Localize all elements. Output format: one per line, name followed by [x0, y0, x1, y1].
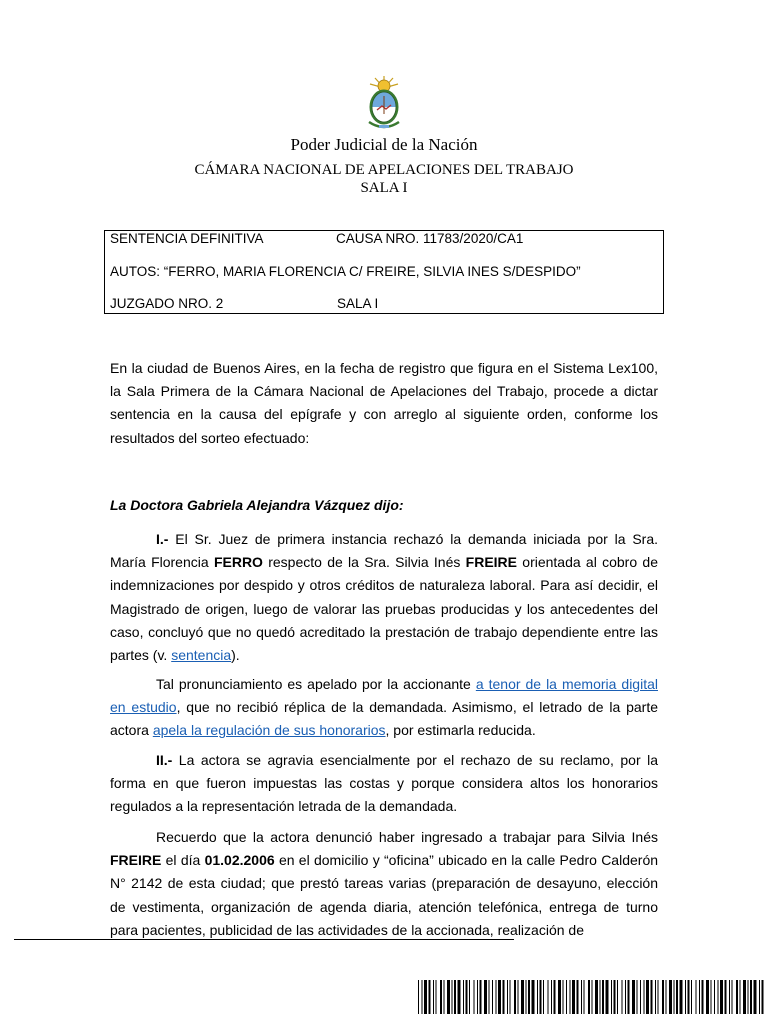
section-number: I.-	[156, 531, 169, 547]
case-number: CAUSA NRO. 11783/2020/CA1	[336, 231, 524, 246]
defendant-name: FREIRE	[465, 554, 517, 571]
case-parties: AUTOS: “FERRO, MARIA FLORENCIA C/ FREIRE, SILVIA INES S/DESPIDO”	[110, 264, 581, 279]
start-date: 01.02.2006	[204, 852, 275, 869]
document-type: SENTENCIA DEFINITIVA	[110, 231, 264, 246]
judge-heading: La Doctora Gabriela Alejandra Vázquez dijo:	[110, 497, 404, 513]
sentencia-link[interactable]: sentencia	[171, 647, 232, 664]
section-number: II.-	[156, 752, 173, 768]
coat-of-arms-icon	[362, 74, 406, 132]
paragraph-4: Recuerdo que la actora denunció haber ingresado a trabajar para Silvia Inés FREIRE el día 01.02.2006 en el domicilio y “oficina” ubicado en la calle Pedro Calderón N° 2142 de esta ciudad; que prestó tareas varias (preparación de desayuno, elección de vestimenta, organización de agenda diaria, atención telefónica, entrega de turno para pacientes, publicidad de las actividades de la accionada, realización de	[110, 829, 659, 938]
plaintiff-name: FERRO	[213, 554, 263, 571]
case-info-box	[104, 230, 664, 314]
paragraph-1: I.- El Sr. Juez de primera instancia rechazó la demanda iniciada por la Sra. María Florencia FERRO respecto de la Sra. Silvia Inés FREIRE orientada al cobro de indemnizaciones por despido y otros créditos de naturaleza laboral. Para así decidir, el Magistrado de origen, luego de valorar las pruebas producidas y los antecedentes del caso, concluyó que no quedó acreditado la prestación de trabajo dependiente entre las partes (v. sentencia).	[110, 531, 658, 664]
room-title: SALA I	[360, 180, 408, 196]
institution-title: Poder Judicial de la Nación	[290, 135, 478, 154]
paragraph-3: II.- La actora se agravia esencialmente por el rechazo de su reclamo, por la forma en que fueron impuestas las costas y porque considera altos los honorarios regulados a la representación letrada de la demandada.	[110, 752, 658, 815]
barcode-icon	[418, 980, 764, 1014]
paragraph-2: Tal pronunciamiento es apelado por la accionante a tenor de la memoria digital en estudio, que no recibió réplica de la demandada. Asimismo, el letrado de la parte actora apela la regulación de sus honorarios, por estimarla reducida.	[110, 676, 658, 739]
case-room: SALA I	[337, 296, 379, 311]
court-number: JUZGADO NRO. 2	[110, 296, 224, 311]
honorarios-link[interactable]: apela la regulación de sus honorarios	[152, 722, 386, 739]
intro-paragraph: En la ciudad de Buenos Aires, en la fecha de registro que figura en el Sistema Lex100, la Sala Primera de la Cámara Nacional de Apelaciones del Trabajo, procede a dictar sentencia en la causa del epígrafe y con arreglo al siguiente orden, conforme los resultados del sorteo efectuado:	[110, 360, 658, 446]
footnote-divider	[14, 939, 514, 940]
defendant-name: FREIRE	[110, 852, 162, 869]
chamber-title: CÁMARA NACIONAL DE APELACIONES DEL TRABAJO	[194, 162, 574, 178]
memoria-link[interactable]: a tenor de la memoria digital en estudio	[110, 676, 658, 716]
